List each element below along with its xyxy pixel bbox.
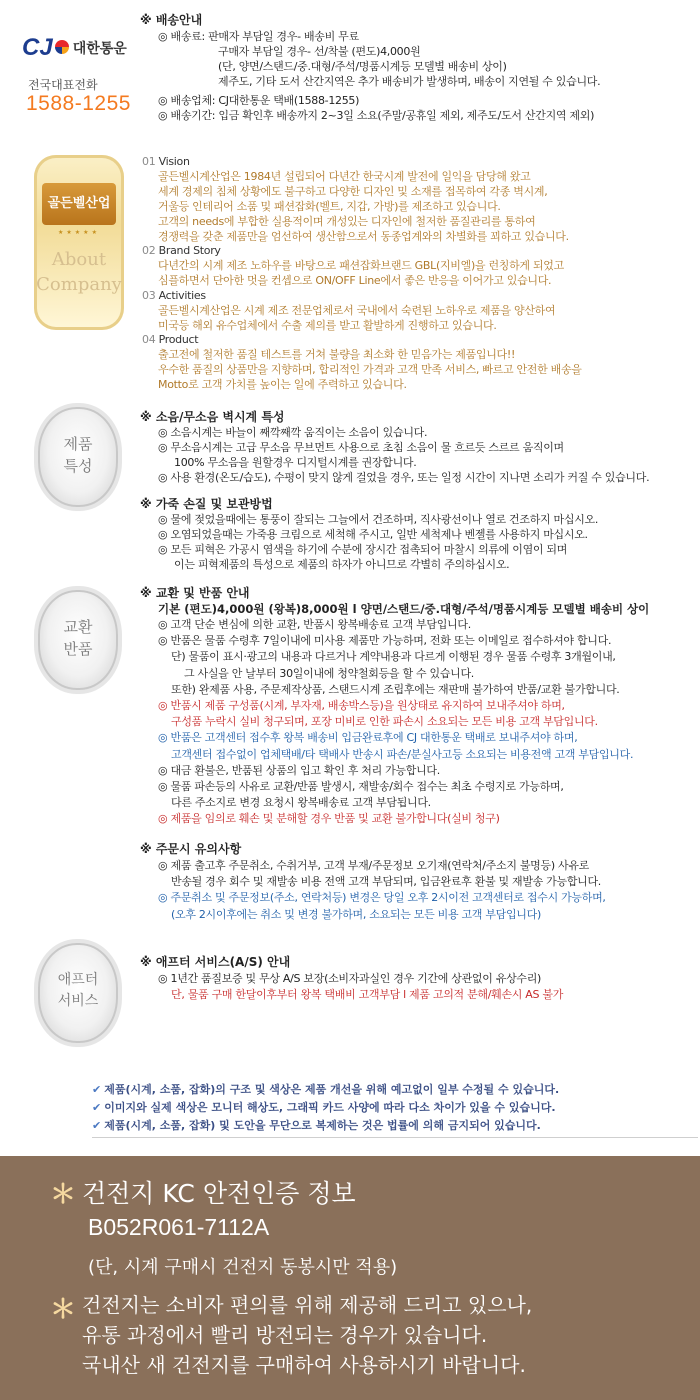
company-badge <box>34 155 124 330</box>
exchange-line: ◎ 제품을 임의로 훼손 및 분해할 경우 반품 및 교환 불가합니다(실비 청구) <box>158 812 500 826</box>
order-lines <box>158 858 606 923</box>
leather-title: ※ 가죽 손질 및 보관방법 <box>140 497 273 511</box>
exchange-line: ◎ 대금 환불은, 반품된 상품의 입고 확인 후 처리 가능합니다. <box>158 763 440 777</box>
section-number: 03 <box>142 289 156 302</box>
company-line: 다년간의 시계 제조 노하우를 바탕으로 패션잡화브랜드 GBL(지비엘)을 런칭하게 되었고 <box>158 259 564 272</box>
section-heading: Vision <box>158 155 190 168</box>
phone-label: 전국대표전화 <box>28 78 98 92</box>
note-item <box>92 1117 559 1135</box>
company-section-product <box>142 332 582 392</box>
company-section-vision <box>142 154 569 244</box>
cj-logo-mark: CJ <box>22 34 53 61</box>
section-number: 02 <box>142 244 156 257</box>
exchange-line: 다른 주소지로 변경 요청시 왕복배송료 고객 부담됩니다. <box>171 796 431 810</box>
kc-code: B052R061-7112A <box>88 1214 270 1240</box>
company-line: 골든벨시계산업은 1984년 설립되어 다년간 한국시계 발전에 일익을 담당해 왔고 <box>158 170 531 183</box>
company-badge-title: 골든벨산업 <box>42 183 116 225</box>
order-line: ◎ 제품 출고후 주문취소, 수취거부, 고객 부재/주문정보 오기재(연락처/주소지 불명등) 사유로 <box>158 859 589 872</box>
kc-warning-line: 유통 과정에서 빨리 방전되는 경우가 있습니다. <box>82 1323 488 1347</box>
shipping-line: (단, 양면/스탠드/중.대형/주석/명품시계등 모델별 배송비 상이) <box>218 60 507 73</box>
leather-line: ◎ 모든 피혁은 가공시 염색을 하기에 수분에 장시간 접촉되어 마찰시 의류에 이염이 되며 <box>158 543 568 556</box>
phone-number: 1588-1255 <box>26 92 131 115</box>
divider <box>92 1137 698 1138</box>
service-lines <box>158 971 563 1003</box>
exchange-fee-line: 기본 (편도)4,000원 (왕복)8,000원 l 양면/스탠드/중.대형/주석/명품시계등 모델별 배송비 상이 <box>158 602 650 616</box>
kc-warning-line: 건전지는 소비자 편의를 위해 제공해 드리고 있으나, <box>82 1293 533 1317</box>
company-section-activities <box>142 288 555 333</box>
order-title: ※ 주문시 유의사항 <box>140 842 242 856</box>
note-item <box>92 1081 559 1099</box>
shipping-line: ◎ 배송료: 판매자 부담일 경우- 배송비 무료 <box>158 30 359 43</box>
check-icon: ✔ <box>92 1101 102 1114</box>
exchange-line: 그 사실을 안 날부터 30일이내에 청약철회등을 할 수 있습니다. <box>184 666 474 680</box>
features-title: ※ 소음/무소음 벽시계 특성 <box>140 410 285 424</box>
note-text: 제품(시계, 소품, 잡화) 및 도안을 무단으로 복제하는 것은 법률에 의해 금지되어 있습니다. <box>104 1119 541 1132</box>
company-line: 고객의 needs에 부합한 실용적이며 개성있는 디자인에 철저한 품질관리를 통하여 <box>158 215 536 228</box>
features-block <box>140 410 649 485</box>
service-medal <box>38 943 118 1043</box>
company-badge-about <box>34 247 124 297</box>
exchange-line: 구성품 누락시 실비 청구되며, 포장 미비로 인한 파손시 소요되는 모든 비용 고객 부담입니다. <box>171 715 598 729</box>
about-word: About <box>51 249 107 270</box>
cj-circle-icon <box>55 40 69 54</box>
exchange-line: ◎ 고객 단순 변심에 의한 교환, 반품시 왕복배송료 고객 부담입니다. <box>158 618 471 631</box>
medal-word: 서비스 <box>57 993 99 1009</box>
kc-sub: (단, 시계 구매시 건전지 동봉시만 적용) <box>88 1257 398 1278</box>
section-heading: Activities <box>158 289 206 302</box>
company-line: Motto로 고객 가치를 높이는 일에 주력하고 있습니다. <box>158 378 407 391</box>
exchange-medal <box>38 590 118 690</box>
order-line: ◎ 주문취소 및 주문정보(주소, 연락처등) 변경은 당일 오후 2시이전 고객센터로 접수시 가능하며, <box>158 891 606 905</box>
note-text: 이미지와 실제 색상은 모니터 해상도, 그래픽 카드 사양에 따라 다소 차이가 있을 수 있습니다. <box>104 1101 556 1114</box>
service-line: 단, 물품 구매 한달이후부터 왕복 택배비 고객부담 l 제품 고의적 분해/훼손시 AS 불가 <box>171 988 564 1002</box>
exchange-line: 고객센터 접수없이 업체택배/타 택배사 반송시 파손/분실사고등 소요되는 비용전액 고객 부담입니다. <box>171 747 634 761</box>
shipping-line: 제주도, 기타 도서 산간지역은 추가 배송비가 발생하며, 배송이 지연될 수 있습니다. <box>218 75 601 88</box>
service-title: ※ 애프터 서비스(A/S) 안내 <box>140 955 291 969</box>
note-text: 제품(시계, 소품, 잡화)의 구조 및 색상은 제품 개선을 위해 예고없이 일부 수정될 수 있습니다. <box>104 1083 560 1096</box>
shipping-title: ※ 배송안내 <box>140 13 203 27</box>
check-icon: ✔ <box>92 1083 102 1096</box>
company-line: 경쟁력을 갖춘 제품만을 엄선하여 생산함으로서 동종업계와의 차별화를 꾀하고 있습니다. <box>158 230 569 243</box>
check-icon: ✔ <box>92 1119 102 1132</box>
shipping-line: 구매자 부담일 경우- 선/착불 (편도)4,000원 <box>218 45 421 58</box>
company-line: 출고전에 철저한 품질 테스트를 거쳐 불량을 최소화 한 믿음가는 제품입니다!! <box>158 348 516 361</box>
company-line: 심플하면서 단아한 멋을 컨셉으로 ON/OFF Line에서 좋은 반응을 이어가고 있습니다. <box>158 274 552 287</box>
medal-word: 특성 <box>63 457 93 475</box>
exchange-line: ◎ 반품은 고객센터 접수후 왕복 배송비 입금완료후에 CJ 대한통운 택배로 보내주셔야 하며, <box>158 731 578 745</box>
note-item <box>92 1099 559 1117</box>
leather-line: 이는 피혁제품의 특성으로 제품의 하자가 아니므로 각별히 주의하십시오. <box>174 558 510 571</box>
asterisk-icon: ＊ <box>50 1295 77 1325</box>
exchange-line: ◎ 반품은 물품 수령후 7일이내에 미사용 제품만 가능하며, 전화 또는 이메일로 접수하셔야 합니다. <box>158 634 612 648</box>
kc-warning <box>82 1290 532 1380</box>
shipping-line: ◎ 배송기간: 입금 확인후 배송까지 2~3일 소요(주말/공휴일 제외, 제주도/도서 산간지역 제외) <box>158 109 595 122</box>
asterisk-icon: ＊ <box>50 1180 77 1210</box>
company-line: 우수한 품질의 상품만을 지향하며, 합리적인 가격과 고객 만족 서비스, 빠르고 안전한 배송을 <box>158 363 582 376</box>
section-number: 04 <box>142 333 156 346</box>
features-line: 100% 무소음을 원할경우 디지털시계를 권장합니다. <box>174 456 417 469</box>
notes-block <box>92 1081 559 1135</box>
service-line: ◎ 1년간 품질보증 및 무상 A/S 보장(소비자과실인 경우 기간에 상관없이 유상수리) <box>158 972 542 985</box>
company-word: Company <box>36 274 122 295</box>
company-badge-stars: ★★★★★ <box>58 229 100 236</box>
exchange-line: 또한) 완제품 사용, 주문제작상품, 스탠드시계 조립후에는 재판매 불가하여 반품/교환 불가합니다. <box>171 682 620 696</box>
leather-line: ◎ 물에 젖었을때에는 통풍이 잘되는 그늘에서 건조하며, 직사광선이나 열로 건조하지 마십시오. <box>158 513 599 526</box>
features-medal <box>38 407 118 507</box>
company-line: 거울등 인테리어 소품 및 패션잡화(벨트, 지갑, 가방)를 제조하고 있습니다. <box>158 200 501 213</box>
company-line: 미국등 해외 유수업체에서 수출 제의를 받고 활발하게 진행하고 있습니다. <box>158 319 497 332</box>
leather-line: ◎ 오염되었을때는 가죽용 크림으로 세척해 주시고, 일반 세척제나 벤젤를 사용하지 마십시오. <box>158 528 588 541</box>
cj-logo <box>22 34 132 62</box>
medal-word: 교환 <box>63 618 93 636</box>
medal-word: 반품 <box>63 640 93 658</box>
section-heading: Brand Story <box>158 244 221 257</box>
features-line: ◎ 소음시계는 바늘이 째깍째깍 움직이는 소음이 있습니다. <box>158 426 428 439</box>
section-number: 01 <box>142 155 156 168</box>
exchange-line: ◎ 반품시 제품 구성품(시계, 부자재, 배송박스등)을 원상태로 유지하여 보내주셔야 하며, <box>158 699 565 713</box>
shipping-line: ◎ 배송업체: CJ대한통운 택배(1588-1255) <box>158 94 360 107</box>
exchange-line: ◎ 물품 파손등의 사유로 교환/반품 발생시, 재발송/회수 접수는 최초 수령지로 가능하며, <box>158 780 564 794</box>
section-heading: Product <box>158 333 199 346</box>
kc-title: 건전지 KC 안전인증 정보 <box>82 1179 356 1208</box>
company-section-brand <box>142 243 564 288</box>
order-line: (오후 2시이후에는 취소 및 변경 불가하며, 소요되는 모든 비용 고객 부담입니다) <box>171 907 541 921</box>
kc-info-panel <box>0 1156 700 1400</box>
exchange-lines <box>158 617 633 828</box>
order-line: 반송될 경우 회수 및 재발송 비용 전액 고객 부담되며, 입금완료후 환불 및 재발송 가능합니다. <box>171 875 602 889</box>
medal-word: 애프터 <box>57 972 99 988</box>
leather-block <box>140 497 598 572</box>
medal-word: 제품 <box>63 435 93 453</box>
features-line: ◎ 사용 환경(온도/습도), 수평이 맞지 않게 걸었을 경우, 또는 일정 시간이 지나면 소리가 커질 수 있습니다. <box>158 471 650 484</box>
cj-logo-name: 대한통운 <box>72 41 127 57</box>
company-line: 골든벨시계산업은 시계 제조 전문업체로서 국내에서 숙련된 노하우로 제품을 양산하여 <box>158 304 556 317</box>
exchange-title: ※ 교환 및 반품 안내 <box>140 586 250 600</box>
features-line: ◎ 무소음시계는 고급 무소음 무브먼트 사용으로 초침 소음이 물 흐르듯 스르르 움직이며 <box>158 441 564 454</box>
kc-warning-line: 국내산 새 건전지를 구매하여 사용하시기 바랍니다. <box>82 1353 526 1377</box>
company-line: 세계 경제의 침체 상황에도 불구하고 다양한 디자인 및 소재를 접목하여 각종 벽시계, <box>158 185 548 198</box>
exchange-line: 단) 물품이 표시·광고의 내용과 다르거나 계약내용과 다르게 이행된 경우 물품 수령후 3개월이내, <box>171 650 616 664</box>
